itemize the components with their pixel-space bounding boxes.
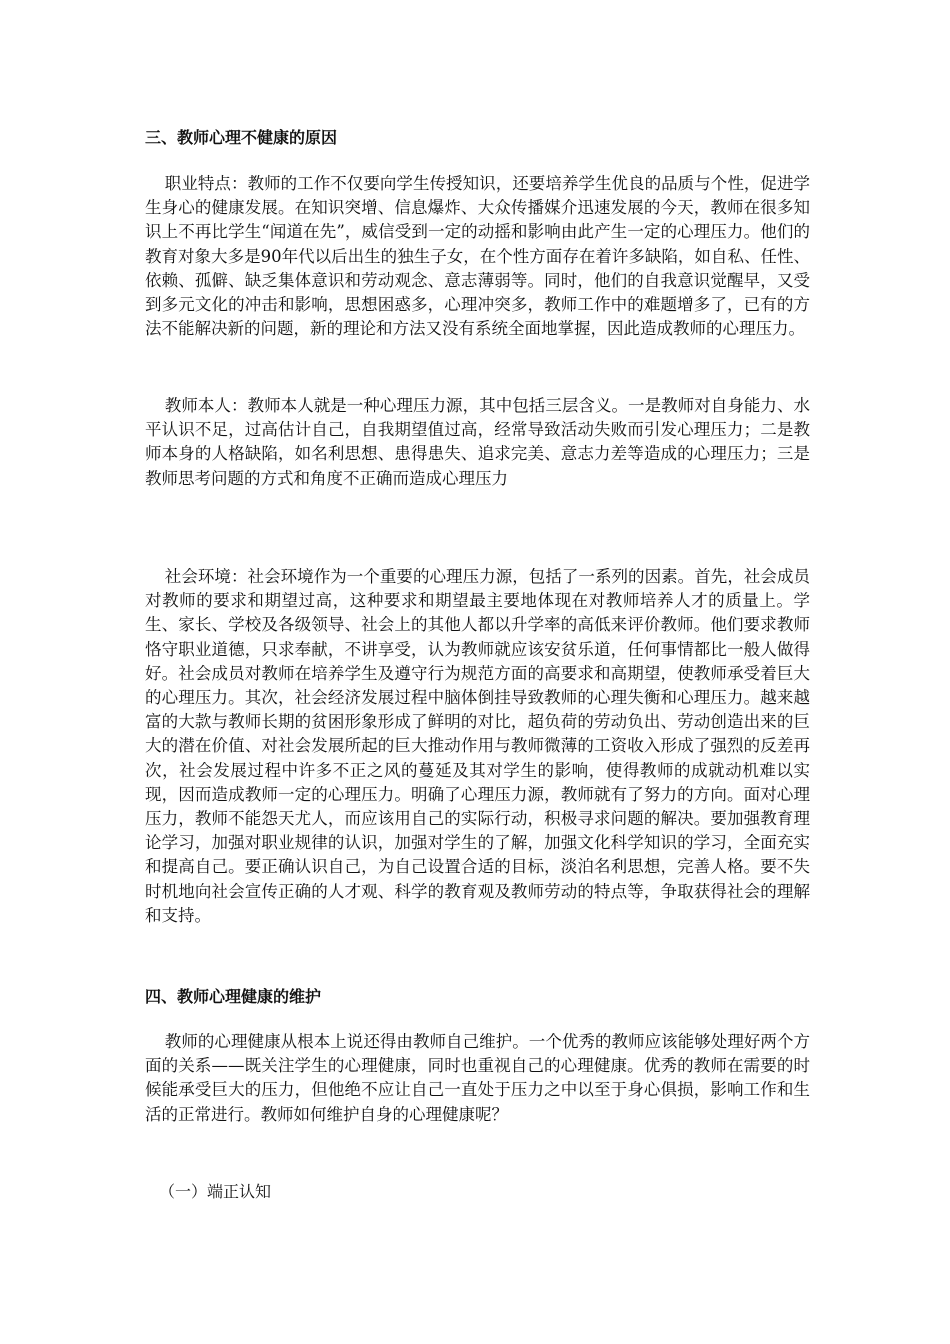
paragraph-social-environment: 社会环境：社会环境作为一个重要的心理压力源，包括了一系列的因素。首先，社会成员对教师的要求和期望过高，这种要求和期望最主要地体现在对教师培养人才的质量上。学生、家长、学校及各级领导、社会上的其他人都以升学率的高低来评价教师。他们要求教师恪守职业道德，只求奉献，不讲享受，认为教师就应该安贫乐道，任何事情都比一般人做得好。社会成员对教师在培养学生及遵守行为规范方面的高要求和高期望，使教师承受着巨大的心理压力。其次，社会经济发展过程中脑体倒挂导致教师的心理失衡和心理压力。越来越富的大款与教师长期的贫困形象形成了鲜明的对比，超负荷的劳动负出、劳动创造出来的巨大的潜在价值、对社会发展所起的巨大推动作用与教师微薄的工资收入形成了强烈的反差再次，社会发展过程中许多不正之风的蔓延及其对学生的影响，使得教师的成就动机难以实现，因而造成教师一定的心理压力。明确了心理压力源，教师就有了努力的方向。面对心理压力，教师不能怨天尤人，而应该用自己的实际行动，积极寻求问题的解决。要加强教育理论学习，加强对职业规律的认识，加强对学生的了解，加强文化科学知识的学习，全面充实和提高自己。要正确认识自己，为自己设置合适的目标，淡泊名利思想，完善人格。要不失时机地向社会宣传正确的人才观、科学的教育观及教师劳动的特点等，争取获得社会的理解和支持。 <box>145 567 810 925</box>
subheading-correct-cognition: （一）端正认知 <box>159 1182 272 1201</box>
paragraph-job-characteristics: 职业特点：教师的工作不仅要向学生传授知识，还要培养学生优良的品质与个性，促进学生身心的健康发展。在知识突增、信息爆炸、大众传播媒介迅速发展的今天，教师在很多知识上不再比学生“闻道在先”，威信受到一定的动摇和影响由此产生一定的心理压力。他们的教育对象大多是90年代以后出生的独生子女，在个性方面存在着许多缺陷，如自私、任性、依赖、孤僻、缺乏集体意识和劳动观念、意志薄弱等。同时，他们的自我意识觉醒早，又受到多元文化的冲击和影响，思想困惑多，心理冲突多，教师工作中的难题增多了，已有的方法不能解决新的问题，新的理论和方法又没有系统全面地掌握，因此造成教师的心理压力。 <box>145 174 810 339</box>
paragraph-teacher-self: 教师本人：教师本人就是一种心理压力源，其中包括三层含义。一是教师对自身能力、水平认识不足，过高估计自己，自我期望值过高，经常导致活动失败而引发心理压力；二是教师本身的人格缺陷，如名利思想、患得患失、追求完美、意志力差等造成的心理压力；三是教师思考问题的方式和角度不正确而造成心理压力 <box>145 396 810 488</box>
section-heading-causes: 三、教师心理不健康的原因 <box>145 128 338 147</box>
paragraph-maintenance-intro: 教师的心理健康从根本上说还得由教师自己维护。一个优秀的教师应该能够处理好两个方面的关系——既关注学生的心理健康，同时也重视自己的心理健康。优秀的教师在需要的时候能承受巨大的压力，但他绝不应让自己一直处于压力之中以至于身心俱损，影响工作和生活的正常进行。教师如何维护自身的心理健康呢？ <box>145 1032 810 1124</box>
section-heading-maintenance: 四、教师心理健康的维护 <box>145 987 322 1006</box>
